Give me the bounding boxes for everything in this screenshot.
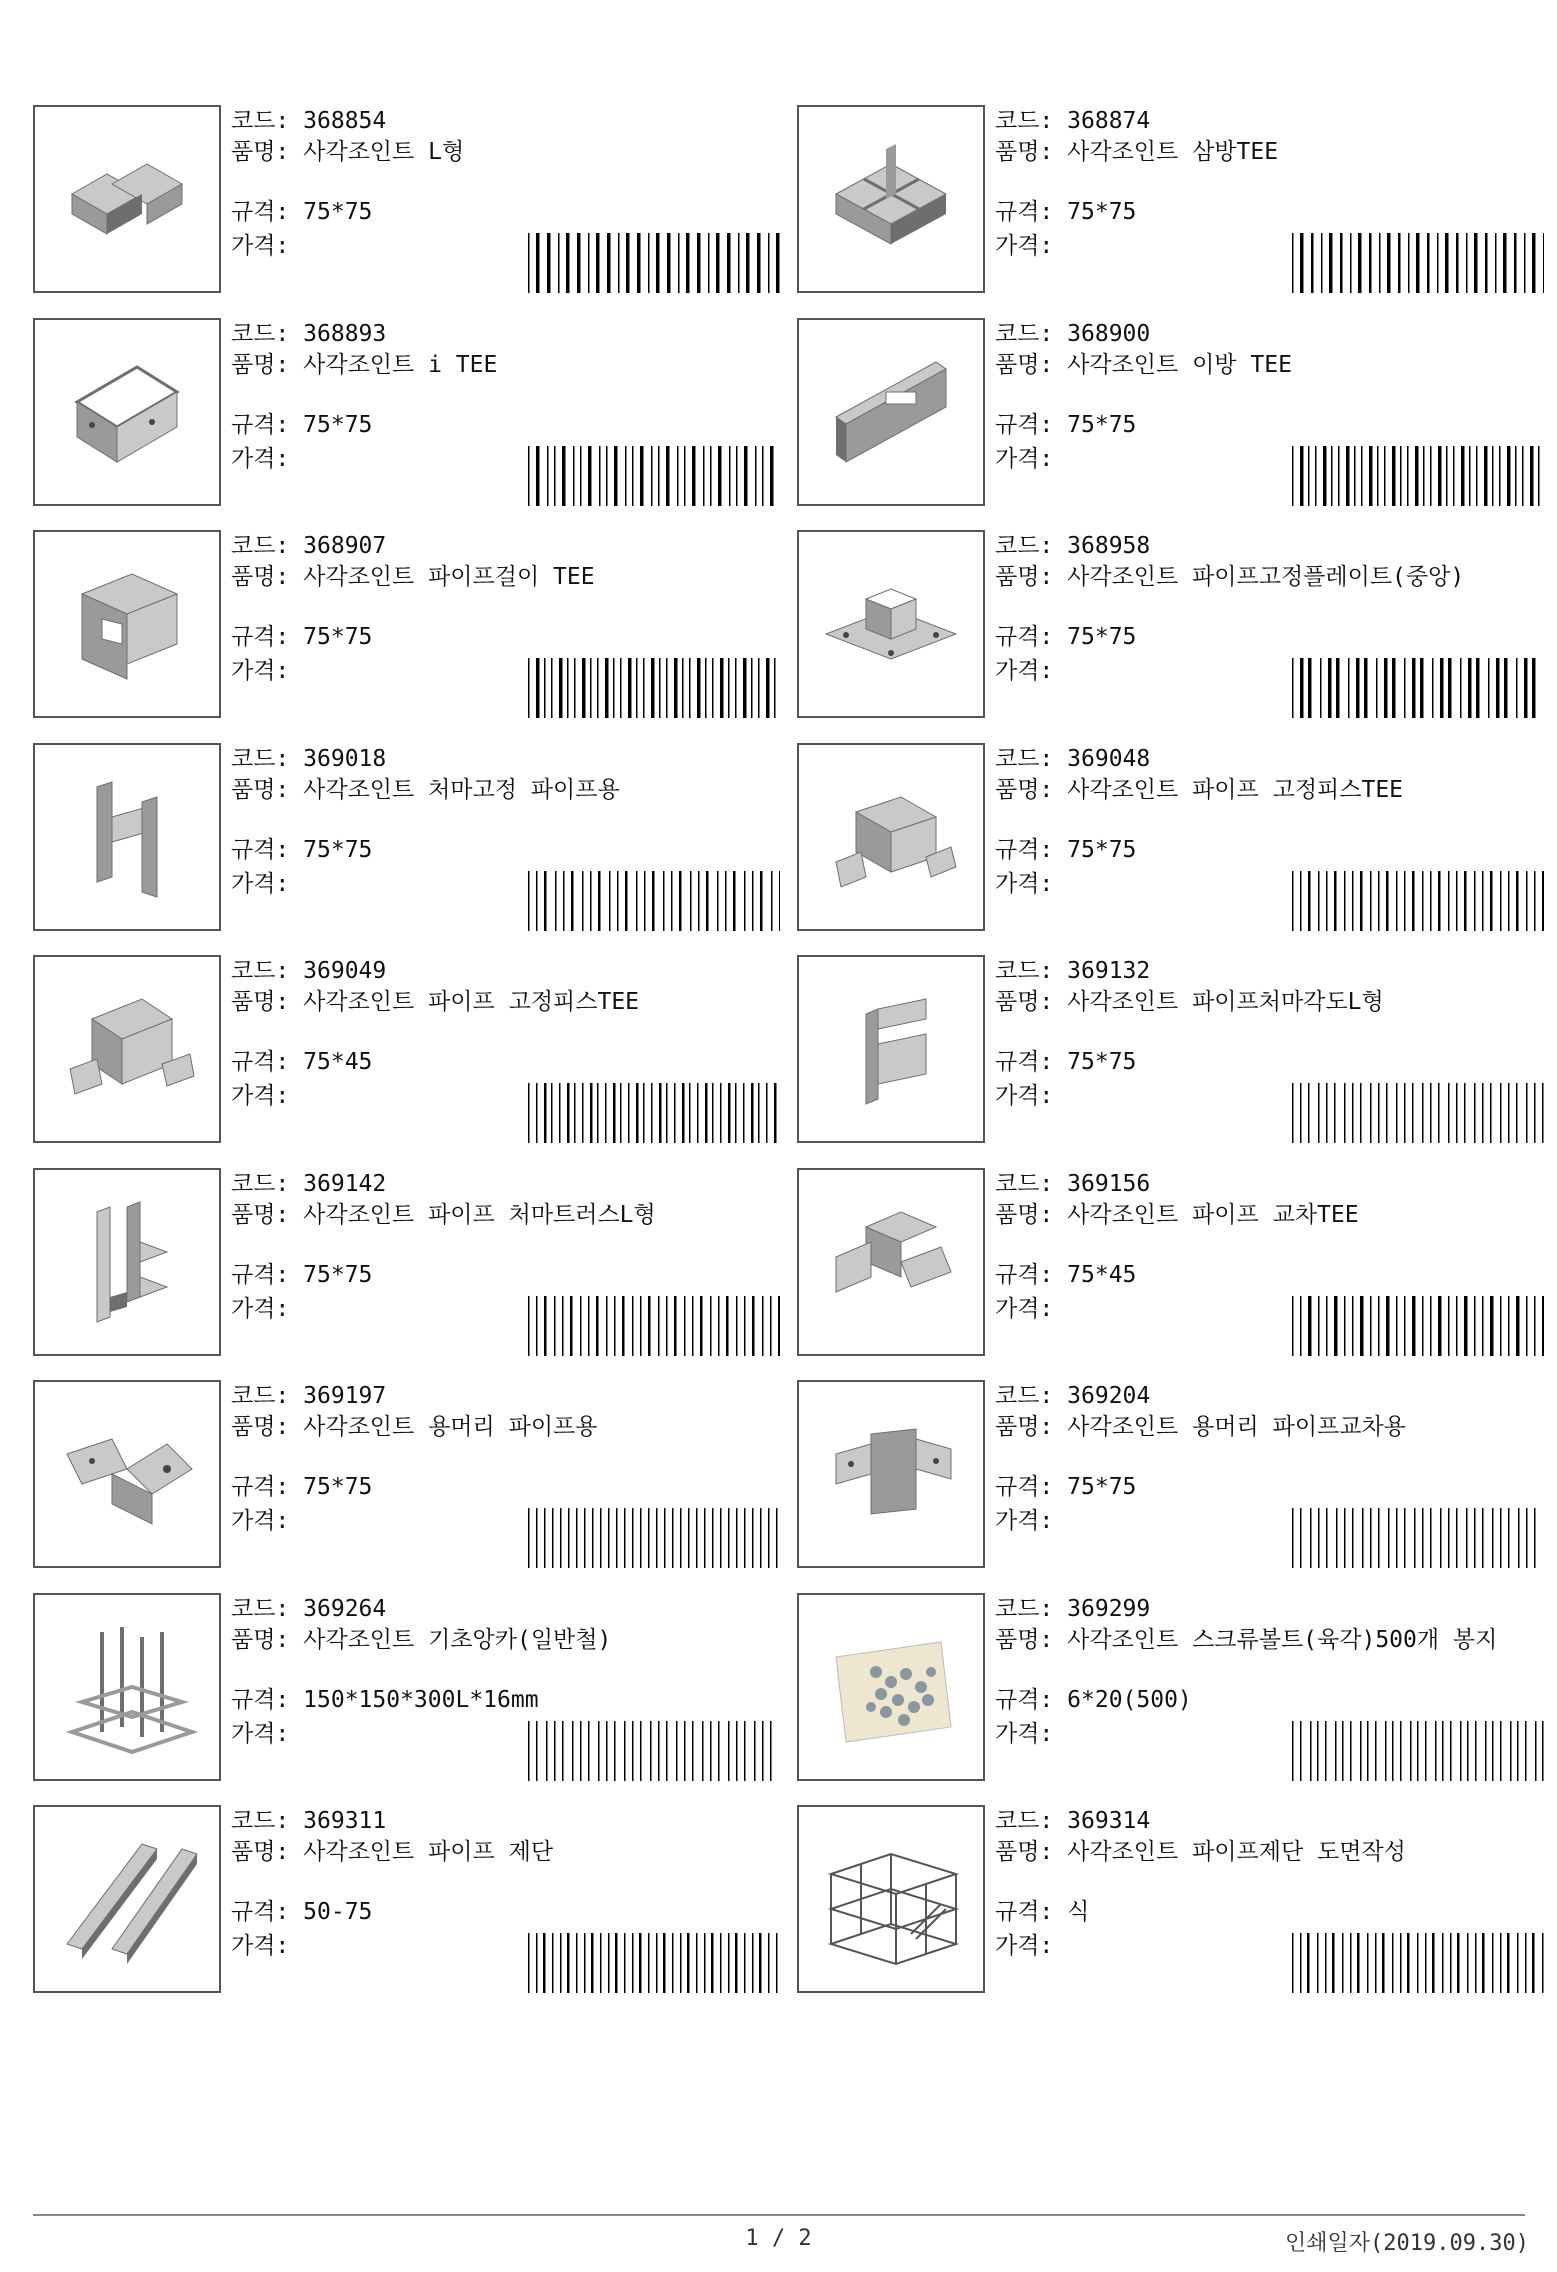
- barcode: [1292, 1721, 1544, 1781]
- product-code: 코드: 368874: [995, 108, 1151, 134]
- product-card: [33, 105, 783, 297]
- product-name: 품명: 사각조인트 파이프 처마트러스L형: [231, 1201, 656, 1228]
- product-price: 가격:: [231, 658, 290, 684]
- cross-tee-icon: [816, 1187, 966, 1337]
- barcode: [528, 233, 780, 293]
- ridge-joint-icon: [52, 1399, 202, 1549]
- product-image: [33, 1168, 221, 1356]
- product-image: [33, 105, 221, 293]
- eave-fixing-icon: [52, 762, 202, 912]
- product-code: 코드: 369197: [231, 1383, 387, 1409]
- product-name: 품명: 사각조인트 삼방TEE: [995, 139, 1279, 165]
- product-card: [797, 1380, 1547, 1572]
- product-price: 가격:: [995, 233, 1054, 259]
- product-code: 코드: 369142: [231, 1170, 387, 1197]
- product-price: 가격:: [231, 1508, 290, 1534]
- product-code: 코드: 369264: [231, 1595, 387, 1622]
- product-name: 품명: 사각조인트 용머리 파이프용: [231, 1414, 598, 1440]
- product-code: 코드: 369048: [995, 745, 1151, 772]
- product-code: 코드: 369049: [231, 958, 387, 984]
- product-price: 가격:: [231, 870, 290, 897]
- product-spec: 규격: 150*150*300L*16mm: [231, 1686, 539, 1713]
- product-spec: 규격: 75*75: [231, 624, 373, 650]
- product-price: 가격:: [231, 1295, 290, 1322]
- product-price: 가격:: [995, 1933, 1054, 1959]
- product-price: 가격:: [231, 233, 290, 259]
- product-price: 가격:: [995, 1508, 1054, 1534]
- product-name: 품명: 사각조인트 파이프고정플레이트(중앙): [995, 564, 1465, 590]
- square-pipe-icon: [52, 1824, 202, 1974]
- product-name: 품명: 사각조인트 처마고정 파이프용: [231, 776, 620, 803]
- product-card: [33, 955, 783, 1147]
- product-image: [33, 530, 221, 718]
- product-card: [33, 530, 783, 722]
- product-price: 가격:: [995, 658, 1054, 684]
- eave-angle-l-icon: [816, 974, 966, 1124]
- product-code: 코드: 368900: [995, 320, 1151, 347]
- product-spec: 규격: 50-75: [231, 1899, 373, 1925]
- product-name: 품명: 사각조인트 L형: [231, 139, 465, 165]
- product-price: 가격:: [995, 1720, 1054, 1747]
- product-name: 품명: 사각조인트 기초앙카(일반철): [231, 1626, 612, 1653]
- page-number: 1 / 2: [745, 2226, 812, 2251]
- barcode: [528, 446, 780, 506]
- product-price: 가격:: [995, 1295, 1054, 1322]
- product-image: [797, 1380, 985, 1568]
- product-spec: 규격: 75*75: [231, 199, 373, 225]
- product-card: [33, 318, 783, 510]
- joint-i-tee-icon: [52, 337, 202, 487]
- product-spec: 규격: 75*75: [995, 1474, 1137, 1500]
- eave-truss-l-icon: [52, 1187, 202, 1337]
- product-card: [33, 743, 783, 935]
- product-image: [33, 318, 221, 506]
- product-image: [797, 1593, 985, 1781]
- product-spec: 규격: 75*75: [995, 836, 1137, 863]
- product-price: 가격:: [995, 870, 1054, 897]
- product-card: [33, 1593, 783, 1785]
- product-spec: 규격: 75*75: [231, 411, 373, 438]
- product-spec: 규격: 75*75: [995, 1049, 1137, 1075]
- product-spec: 규격: 75*75: [995, 624, 1137, 650]
- product-name: 품명: 사각조인트 파이프 제단: [231, 1839, 554, 1865]
- barcode: [528, 1933, 780, 1993]
- product-image: [797, 955, 985, 1143]
- product-name: 품명: 사각조인트 파이프 고정피스TEE: [231, 989, 640, 1015]
- barcode: [528, 1083, 780, 1143]
- barcode: [1292, 871, 1544, 931]
- product-code: 코드: 368907: [231, 533, 387, 559]
- product-code: 코드: 369204: [995, 1383, 1151, 1409]
- barcode: [1292, 658, 1544, 718]
- product-name: 품명: 사각조인트 이방 TEE: [995, 351, 1292, 378]
- barcode: [1292, 1083, 1544, 1143]
- product-code: 코드: 369314: [995, 1808, 1151, 1834]
- product-card: [797, 1168, 1547, 1360]
- product-name: 품명: 사각조인트 i TEE: [231, 351, 498, 378]
- product-spec: 규격: 식: [995, 1899, 1090, 1925]
- product-name: 품명: 사각조인트 용머리 파이프교차용: [995, 1414, 1406, 1440]
- pipe-fixing-tee-icon: [816, 762, 966, 912]
- product-image: [33, 1380, 221, 1568]
- product-image: [797, 1168, 985, 1356]
- product-image: [797, 1805, 985, 1993]
- product-price: 가격:: [231, 1720, 290, 1747]
- barcode: [528, 658, 780, 718]
- barcode: [1292, 446, 1544, 506]
- product-name: 품명: 사각조인트 파이프걸이 TEE: [231, 564, 595, 590]
- product-image: [33, 1593, 221, 1781]
- product-code: 코드: 368958: [995, 533, 1151, 559]
- product-card: [797, 318, 1547, 510]
- product-card: [33, 1168, 783, 1360]
- product-price: 가격:: [231, 445, 290, 472]
- product-card: [33, 1805, 783, 1997]
- product-image: [797, 530, 985, 718]
- screw-bolt-bag-icon: [816, 1612, 966, 1762]
- product-image: [33, 955, 221, 1143]
- barcode: [528, 1721, 780, 1781]
- product-code: 코드: 369156: [995, 1170, 1151, 1197]
- pipe-fixing-plate-icon: [816, 549, 966, 699]
- barcode: [1292, 233, 1544, 293]
- barcode: [528, 1508, 780, 1568]
- barcode: [1292, 1933, 1544, 1993]
- product-image: [33, 743, 221, 931]
- product-price: 가격:: [231, 1933, 290, 1959]
- product-name: 품명: 사각조인트 파이프 고정피스TEE: [995, 776, 1404, 803]
- product-spec: 규격: 75*45: [995, 1261, 1137, 1288]
- product-code: 코드: 368854: [231, 108, 387, 134]
- product-card: [797, 1593, 1547, 1785]
- product-card: [33, 1380, 783, 1572]
- product-card: [797, 105, 1547, 297]
- barcode: [528, 1296, 780, 1356]
- product-code: 코드: 369299: [995, 1595, 1151, 1622]
- product-image: [797, 318, 985, 506]
- barcode: [528, 871, 780, 931]
- product-spec: 규격: 75*75: [995, 411, 1137, 438]
- product-card: [797, 743, 1547, 935]
- print-date: 인쇄일자(2019.09.30): [1285, 2231, 1529, 2256]
- product-code: 코드: 368893: [231, 320, 387, 347]
- product-name: 품명: 사각조인트 파이프제단 도면작성: [995, 1839, 1406, 1865]
- product-code: 코드: 369311: [231, 1808, 387, 1834]
- product-spec: 규격: 75*45: [231, 1049, 373, 1075]
- product-spec: 규격: 6*20(500): [995, 1686, 1192, 1713]
- product-card: [797, 1805, 1547, 1997]
- product-spec: 규격: 75*75: [231, 836, 373, 863]
- barcode: [1292, 1508, 1544, 1568]
- product-name: 품명: 사각조인트 파이프 교차TEE: [995, 1201, 1359, 1228]
- joint-l-icon: [52, 124, 202, 274]
- product-card: [797, 955, 1547, 1147]
- joint-2way-tee-icon: [816, 337, 966, 487]
- ridge-cross-joint-icon: [816, 1399, 966, 1549]
- product-price: 가격:: [995, 445, 1054, 472]
- footer-divider: [33, 2214, 1525, 2216]
- product-price: 가격:: [995, 1083, 1054, 1109]
- product-card: [797, 530, 1547, 722]
- product-name: 품명: 사각조인트 파이프처마각도L형: [995, 989, 1384, 1015]
- product-price: 가격:: [231, 1083, 290, 1109]
- joint-3way-tee-icon: [816, 124, 966, 274]
- product-spec: 규격: 75*75: [231, 1474, 373, 1500]
- product-code: 코드: 369132: [995, 958, 1151, 984]
- frame-drawing-icon: [816, 1824, 966, 1974]
- product-image: [33, 1805, 221, 1993]
- pipe-hanger-tee-icon: [52, 549, 202, 699]
- product-name: 품명: 사각조인트 스크류볼트(육각)500개 봉지: [995, 1626, 1498, 1653]
- product-image: [797, 743, 985, 931]
- product-image: [797, 105, 985, 293]
- barcode: [1292, 1296, 1544, 1356]
- product-spec: 규격: 75*75: [231, 1261, 373, 1288]
- product-code: 코드: 369018: [231, 745, 387, 772]
- pipe-fixing-tee-small-icon: [52, 974, 202, 1124]
- product-spec: 규격: 75*75: [995, 199, 1137, 225]
- foundation-anchor-icon: [52, 1612, 202, 1762]
